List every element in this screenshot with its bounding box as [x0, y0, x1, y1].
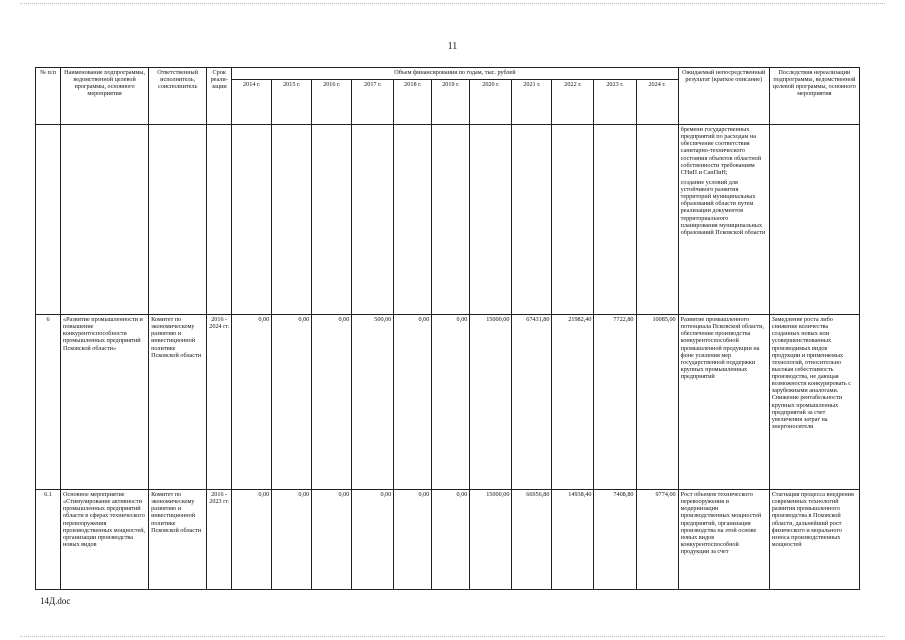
header-year: 2021 г. [512, 80, 552, 125]
value-cell: 7722,80 [594, 315, 636, 490]
header-responsible: Ответственный исполнитель, соисполнитель [149, 68, 207, 125]
header-year: 2014 г. [232, 80, 272, 125]
value-cell: 14938,40 [552, 490, 594, 590]
value-cell: 0,00 [232, 315, 272, 490]
result-cell [678, 125, 769, 315]
result-text: Рост объемов технического перевооружения и модернизации производственных мощностей предприятий, организация производства на этой основе новых видов конкурентоспособной продукции за счет [678, 490, 769, 590]
value-cell: 0,00 [232, 490, 272, 590]
program-name: Основное мероприятие «Стимулирование активности промышленных предприятий области в сферах технического перевооружения производственных мощностей, организации производства новых видов [61, 490, 149, 590]
page-number: 11 [447, 41, 458, 52]
value-cell: 15000,00 [470, 315, 512, 490]
result-text: создание условий для устойчивого развития территорий муниципальных образований области путем реализации документов территориального планирования муниципальных образований Псковской области [680, 178, 766, 236]
scan-edge-top [20, 3, 885, 4]
table-row-continuation [36, 125, 860, 315]
header-year: 2024 г. [636, 80, 678, 125]
header-consequences: Последствия нереализации подпрограммы, ведомственной целевой программы, основного мероприятия [769, 68, 859, 125]
header-term: Срок реали-зации [207, 68, 232, 125]
header-result: Ожидаемый непосредственный результат (краткое описание) [678, 68, 769, 125]
value-cell: 500,00 [352, 315, 394, 490]
program-name: «Развитие промышленности и повышение конкурентоспособности промышленных предприятий Псковской области» [61, 315, 149, 490]
consequences-text: Замедление роста либо снижение количества созданных новых или усовершенствованных производимых видов продукции и применяемых технологий, относительно высокая себестоимость производства, не дающая возможности конкурировать с зарубежными аналогами. Снижение рентабельности крупных промышленных предприятий за счет увеличения затрат на энергоносители [769, 315, 859, 490]
result-text: бремени государственных предприятий по расходам на обеспечение соответствия санитарно-технического состояния объектов областной собственности требованиям СНиП и СанПиН; [680, 126, 762, 176]
term: 2016 - 2023 гг. [207, 490, 232, 590]
header-year: 2022 г. [552, 80, 594, 125]
responsible: Комитет по экономическому развитию и инвестиционной политике Псковской области [149, 490, 207, 590]
header-year: 2019 г. [432, 80, 470, 125]
value-cell: 0,00 [272, 315, 312, 490]
table-row [36, 315, 860, 490]
consequences-text: Стагнация процесса внедрения современных технологий развития промышленного производства в Псковской области, дальнейший рост физического и морального износа производственных мощностей [769, 490, 859, 590]
scan-edge-bottom [20, 636, 885, 637]
result-text: Развитие промышленного потенциала Псковской области, обеспечение производства конкурентоспособной промышленной продукции на фоне усиления мер государственной поддержки крупных промышленных предприятий [678, 315, 769, 490]
header-year: 2016 г. [312, 80, 352, 125]
header-year: 2018 г. [394, 80, 432, 125]
value-cell: 15000,00 [470, 490, 512, 590]
value-cell: 0,00 [352, 490, 394, 590]
value-cell: 0,00 [394, 490, 432, 590]
value-cell: 0,00 [394, 315, 432, 490]
value-cell: 0,00 [312, 315, 352, 490]
value-cell: 7408,80 [594, 490, 636, 590]
value-cell: 66956,80 [512, 490, 552, 590]
value-cell: 9774,00 [636, 490, 678, 590]
row-number: 6 [36, 315, 61, 490]
table-row [36, 490, 860, 590]
value-cell: 10085,00 [636, 315, 678, 490]
value-cell: 21982,40 [552, 315, 594, 490]
row-number: 6.1 [36, 490, 61, 590]
value-cell: 0,00 [312, 490, 352, 590]
value-cell: 0,00 [432, 490, 470, 590]
header-year: 2017 г. [352, 80, 394, 125]
header-year: 2015 г. [272, 80, 312, 125]
header-funding: Объем финансирования по годам, тыс. рублей [232, 68, 678, 80]
value-cell: 67431,80 [512, 315, 552, 490]
header-name: Наименование подпрограммы, ведомственной целевой программы, основного мероприятия [61, 68, 149, 125]
header-year: 2020 г. [470, 80, 512, 125]
value-cell: 0,00 [432, 315, 470, 490]
footer-filename: 14Д.doc [40, 596, 71, 606]
responsible: Комитет по экономическому развитию и инвестиционной политике Псковской области [149, 315, 207, 490]
value-cell: 0,00 [272, 490, 312, 590]
header-year: 2023 г. [594, 80, 636, 125]
header-n: № п/п [36, 68, 61, 125]
program-table [35, 67, 860, 590]
term: 2016 - 2024 гг. [207, 315, 232, 490]
